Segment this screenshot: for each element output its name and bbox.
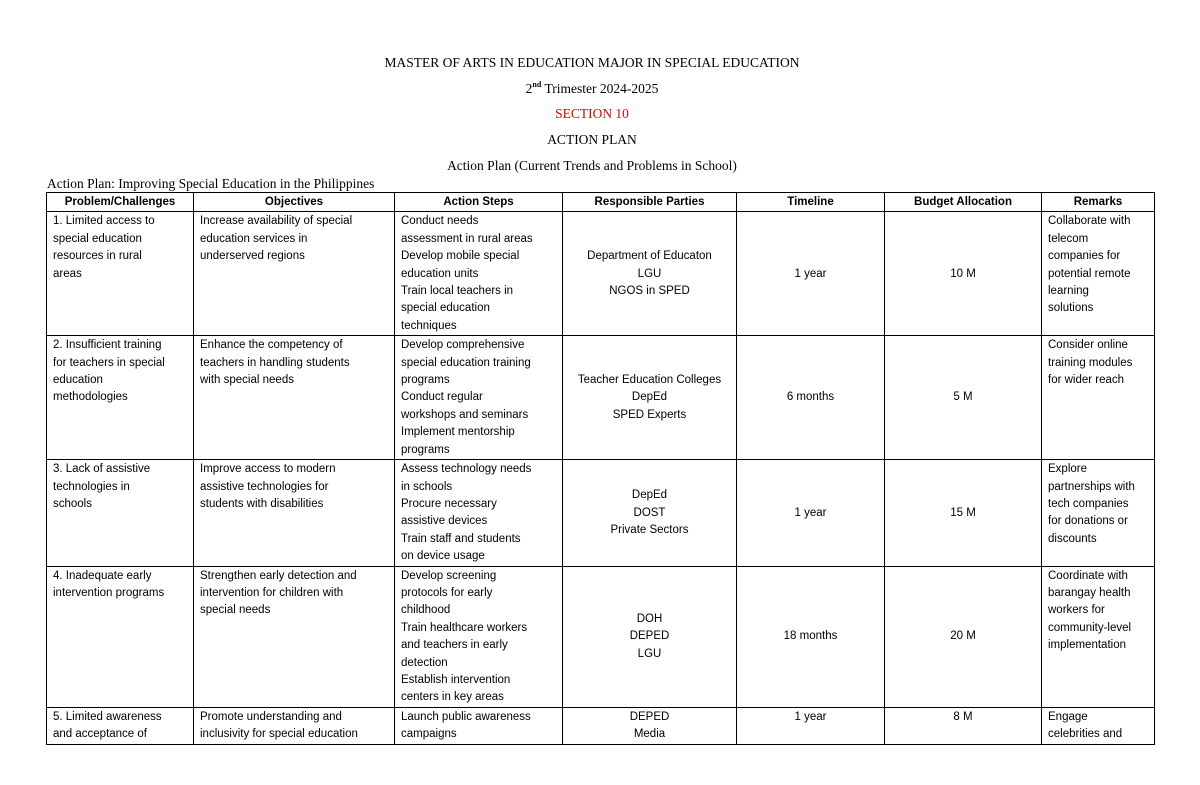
table-row [47, 460, 1155, 566]
remarks-line: partnerships with [1048, 480, 1135, 493]
timeline-value: 1 year [794, 267, 827, 280]
problem-cell [47, 707, 194, 744]
problem-line: 2. Insufficient training [53, 339, 162, 352]
table-row [47, 566, 1155, 707]
objectives-line: teachers in handling students [200, 356, 350, 369]
objectives-line: Improve access to modern [200, 463, 336, 476]
problem-line: 4. Inadequate early [53, 569, 152, 582]
problem-line: schools [53, 497, 92, 510]
header-action-steps: Action Steps [395, 193, 563, 212]
responsible-parties-cell [563, 460, 737, 566]
action-steps-line: in schools [401, 480, 453, 493]
responsible-parties-cell [563, 336, 737, 460]
problem-line: for teachers in special [53, 356, 165, 369]
program-title: MASTER OF ARTS IN EDUCATION MAJOR IN SPECIAL EDUCATION [384, 55, 800, 70]
section-label: SECTION 10 [555, 106, 629, 121]
table-caption: Action Plan: Improving Special Education in the Philippines [47, 176, 375, 191]
action-steps-line: assessment in rural areas [401, 232, 533, 245]
header-problem: Problem/Challenges [47, 193, 194, 212]
remarks-line: barangay health [1048, 586, 1131, 599]
objectives-cell [194, 336, 395, 460]
objectives-line: assistive technologies for [200, 480, 329, 493]
problem-cell [47, 212, 194, 336]
action-steps-line: Train local teachers in [401, 285, 514, 298]
remarks-line: implementation [1048, 639, 1126, 652]
action-steps-line: techniques [401, 319, 457, 332]
objectives-line: intervention for children with [200, 586, 344, 599]
table-body [47, 212, 1155, 744]
problem-line: resources in rural [53, 250, 142, 263]
budget-cell [885, 336, 1042, 460]
action-steps-line: and teachers in early [401, 639, 508, 652]
action-steps-line: Implement mentorship [401, 426, 515, 439]
objectives-line: Increase availability of special [200, 215, 353, 228]
remarks-line: Coordinate with [1048, 569, 1128, 582]
remarks-line: tech companies [1048, 497, 1129, 510]
problem-line: special education [53, 232, 142, 245]
objectives-cell [194, 707, 395, 744]
action-steps-cell [395, 212, 563, 336]
action-steps-line: protocols for early [401, 586, 493, 599]
budget-value: 15 M [950, 506, 976, 519]
problem-line: technologies in [53, 480, 130, 493]
action-steps-line: Develop comprehensive [401, 339, 525, 352]
responsible-parties-line: Private Sectors [610, 524, 689, 537]
responsible-parties-cell [563, 566, 737, 707]
action-steps-cell [395, 336, 563, 460]
term-rest: Trimester 2024-2025 [541, 81, 659, 96]
remarks-line: Collaborate with [1048, 215, 1131, 228]
term-ordinal-number: 2 [525, 81, 533, 96]
problem-cell [47, 566, 194, 707]
remarks-cell [1042, 566, 1155, 707]
remarks-line: telecom [1048, 232, 1089, 245]
action-steps-line: Develop mobile special [401, 250, 520, 263]
remarks-line: training modules [1048, 356, 1133, 369]
problem-line: 1. Limited access to [53, 215, 155, 228]
responsible-parties-line: LGU [637, 267, 662, 280]
remarks-cell [1042, 336, 1155, 460]
action-steps-line: workshops and seminars [401, 408, 529, 421]
responsible-parties-line: SPED Experts [612, 408, 687, 421]
document-title: ACTION PLAN [547, 132, 637, 147]
remarks-line: for wider reach [1048, 374, 1125, 387]
objectives-cell [194, 460, 395, 566]
problem-line: education [53, 374, 103, 387]
problem-line: 5. Limited awareness [53, 710, 162, 723]
header-objectives: Objectives [194, 193, 395, 212]
responsible-parties-line: LGU [637, 647, 662, 660]
responsible-parties-line: DOST [633, 506, 666, 519]
action-steps-line: education units [401, 267, 479, 280]
remarks-line: workers for [1048, 604, 1105, 617]
problem-line: intervention programs [53, 586, 165, 599]
action-steps-line: programs [401, 443, 450, 456]
budget-cell [885, 566, 1042, 707]
action-steps-cell [395, 460, 563, 566]
objectives-line: inclusivity for special education [200, 728, 358, 741]
timeline-value: 6 months [786, 391, 835, 404]
action-plan-table [46, 192, 1155, 745]
action-steps-line: Develop screening [401, 569, 497, 582]
objectives-cell [194, 566, 395, 707]
objectives-line: Promote understanding and [200, 710, 342, 723]
action-steps-line: special education [401, 302, 490, 315]
remarks-cell [1042, 707, 1155, 744]
action-steps-line: campaigns [401, 728, 457, 741]
header-responsible-parties: Responsible Parties [563, 193, 737, 212]
timeline-cell [737, 212, 885, 336]
timeline-cell [737, 566, 885, 707]
timeline-cell [737, 336, 885, 460]
objectives-line: Enhance the competency of [200, 339, 343, 352]
problem-cell [47, 336, 194, 460]
responsible-parties-line: DEPED [629, 710, 670, 723]
responsible-parties-line: DepEd [631, 391, 668, 404]
timeline-value: 1 year [794, 710, 827, 723]
remarks-line: celebrities and [1048, 728, 1123, 741]
budget-cell [885, 707, 1042, 744]
action-steps-line: centers in key areas [401, 691, 504, 704]
budget-value: 5 M [953, 391, 973, 404]
responsible-parties-line: DEPED [629, 630, 670, 643]
table-header-row [47, 193, 1155, 212]
problem-cell [47, 460, 194, 566]
action-steps-line: Train healthcare workers [401, 621, 528, 634]
action-steps-line: Procure necessary [401, 497, 497, 510]
responsible-parties-line: Media [633, 728, 666, 741]
action-steps-line: Launch public awareness [401, 710, 531, 723]
header-remarks: Remarks [1042, 193, 1155, 212]
problem-line: methodologies [53, 391, 128, 404]
remarks-line: community-level [1048, 621, 1132, 634]
responsible-parties-cell [563, 212, 737, 336]
objectives-line: special needs [200, 604, 271, 617]
budget-value: 20 M [950, 630, 976, 643]
responsible-parties-line: DOH [636, 613, 663, 626]
responsible-parties-cell [563, 707, 737, 744]
remarks-cell [1042, 212, 1155, 336]
document-subtitle: Action Plan (Current Trends and Problems in School) [447, 158, 737, 173]
problem-line: and acceptance of [53, 728, 147, 741]
header-budget: Budget Allocation [885, 193, 1042, 212]
remarks-line: Consider online [1048, 339, 1128, 352]
action-steps-cell [395, 566, 563, 707]
timeline-cell [737, 707, 885, 744]
responsible-parties-line: NGOS in SPED [609, 285, 690, 298]
action-steps-line: detection [401, 656, 448, 669]
timeline-value: 18 months [783, 630, 838, 643]
action-steps-line: on device usage [401, 550, 485, 563]
remarks-line: for donations or [1048, 515, 1128, 528]
remarks-line: companies for [1048, 250, 1121, 263]
objectives-line: Strengthen early detection and [200, 569, 357, 582]
remarks-line: learning [1048, 285, 1089, 298]
term-ordinal-suffix: nd [532, 79, 542, 89]
budget-cell [885, 460, 1042, 566]
action-steps-line: Establish intervention [401, 673, 511, 686]
action-steps-line: Conduct regular [401, 391, 483, 404]
timeline-value: 1 year [794, 506, 827, 519]
budget-value: 10 M [950, 267, 976, 280]
action-steps-line: childhood [401, 604, 451, 617]
objectives-line: with special needs [200, 374, 294, 387]
trimester-line [0, 81, 1192, 97]
action-steps-line: Conduct needs [401, 215, 479, 228]
problem-line: areas [53, 267, 82, 280]
responsible-parties-line: Department of Educaton [587, 250, 712, 263]
responsible-parties-line: DepEd [631, 489, 668, 502]
budget-value: 8 M [953, 710, 973, 723]
remarks-line: solutions [1048, 302, 1094, 315]
responsible-parties-line: Teacher Education Colleges [577, 374, 722, 387]
remarks-line: potential remote [1048, 267, 1131, 280]
remarks-cell [1042, 460, 1155, 566]
objectives-line: education services in [200, 232, 308, 245]
budget-cell [885, 212, 1042, 336]
remarks-line: discounts [1048, 532, 1097, 545]
header-timeline: Timeline [737, 193, 885, 212]
table-row [47, 336, 1155, 460]
table-row [47, 212, 1155, 336]
objectives-cell [194, 212, 395, 336]
remarks-line: Explore [1048, 463, 1087, 476]
action-steps-line: Assess technology needs [401, 463, 532, 476]
problem-line: 3. Lack of assistive [53, 463, 151, 476]
action-steps-cell [395, 707, 563, 744]
objectives-line: underserved regions [200, 250, 305, 263]
action-steps-line: assistive devices [401, 515, 488, 528]
remarks-line: Engage [1048, 710, 1088, 723]
objectives-line: students with disabilities [200, 497, 324, 510]
action-steps-line: special education training [401, 356, 531, 369]
table-row [47, 707, 1155, 744]
action-steps-line: programs [401, 374, 450, 387]
timeline-cell [737, 460, 885, 566]
action-steps-line: Train staff and students [401, 532, 521, 545]
